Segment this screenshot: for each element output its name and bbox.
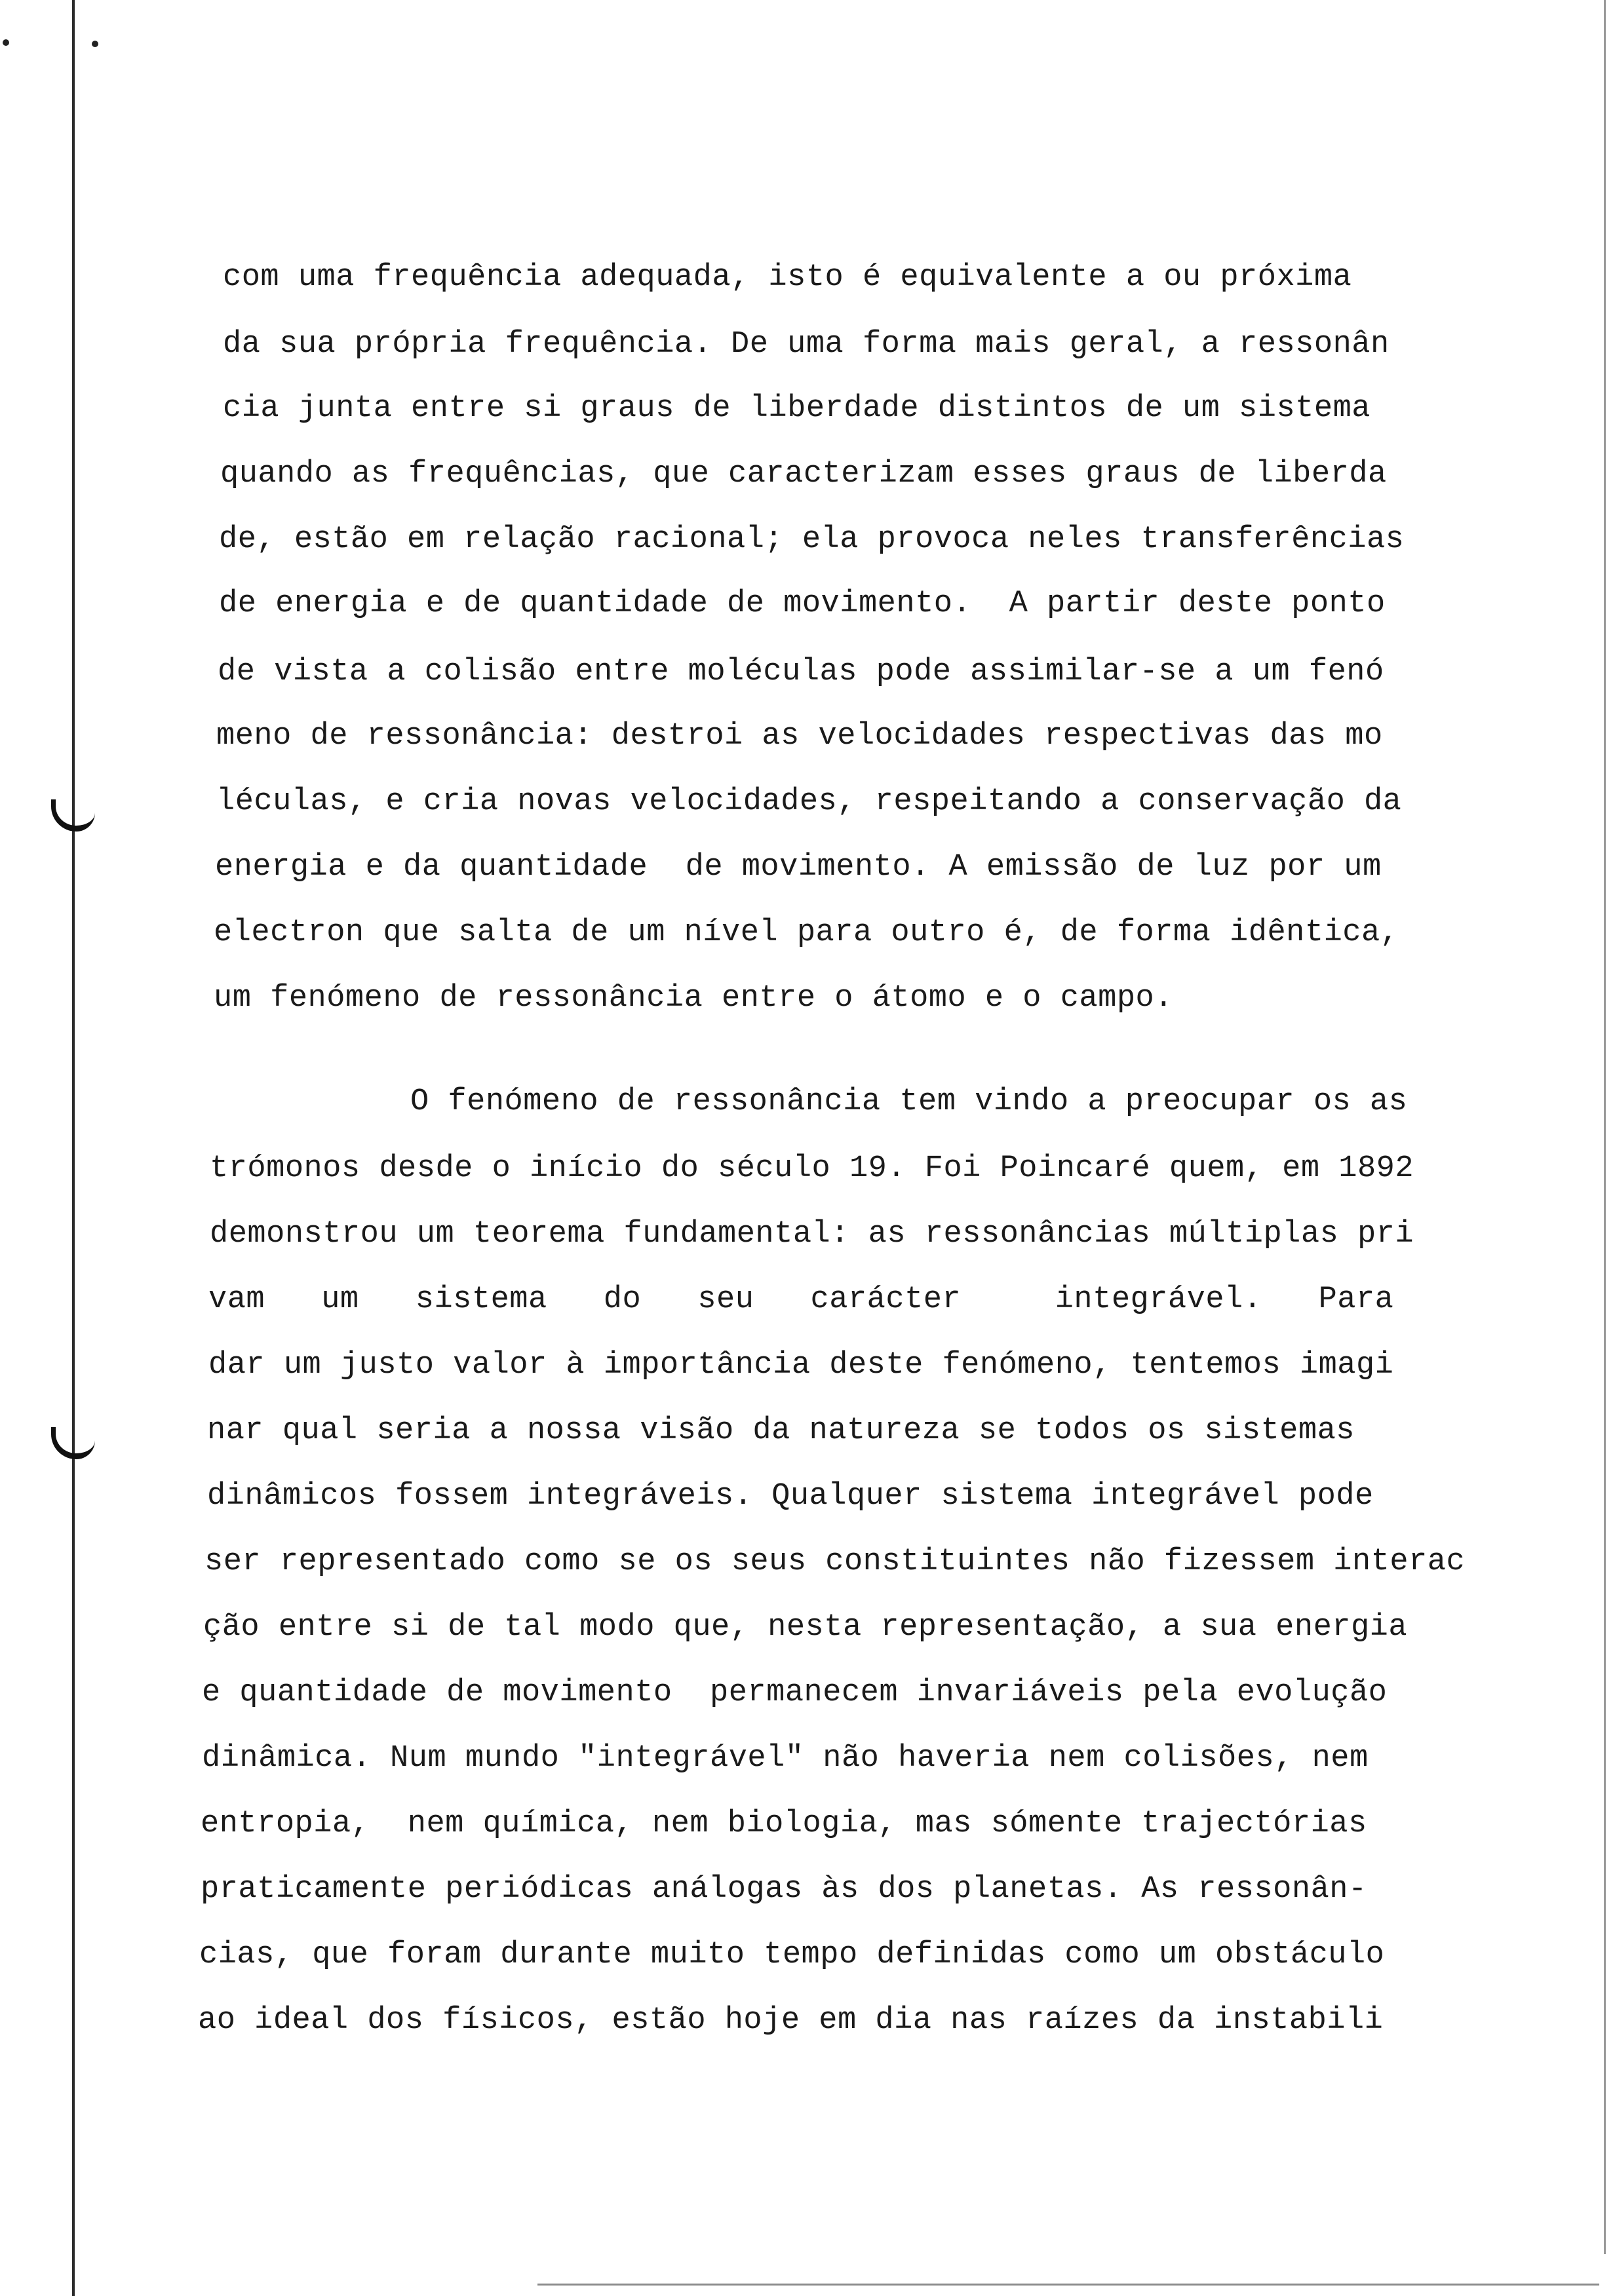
- text-line: nar qual seria a nossa visão da natureza se todos os sistemas: [207, 1413, 1355, 1448]
- text-line: dar um justo valor à importância deste fenómeno, tentemos imagi: [208, 1348, 1394, 1383]
- page-left-edge: [72, 0, 75, 2296]
- text-line: quando as frequências, que caracterizam esses graus de liberda: [220, 457, 1387, 491]
- text-line: meno de ressonância: destroi as velocidades respectivas das mo: [216, 719, 1383, 754]
- text-line: electron que salta de um nível para outro é, de forma idêntica,: [214, 915, 1399, 950]
- page-bottom-edge: [537, 2284, 1599, 2286]
- page-right-edge: [1604, 0, 1606, 2254]
- text-line: ção entre si de tal modo que, nesta representação, a sua energia: [203, 1610, 1408, 1645]
- text-line: léculas, e cria novas velocidades, respeitando a conservação da: [216, 784, 1402, 819]
- text-line: dinâmicos fossem integráveis. Qualquer sistema integrável pode: [207, 1479, 1374, 1514]
- text-line: ser representado como se os seus constituintes não fizessem interac: [204, 1544, 1466, 1579]
- text-line: e quantidade de movimento permanecem invariáveis pela evolução: [202, 1675, 1388, 1710]
- text-line: demonstrou um teorema fundamental: as ressonâncias múltiplas pri: [210, 1217, 1414, 1252]
- text-line: da sua própria frequência. De uma forma mais geral, a ressonân: [223, 327, 1390, 362]
- text-line: cia junta entre si graus de liberdade distintos de um sistema: [223, 391, 1371, 426]
- text-line: energia e da quantidade de movimento. A emissão de luz por um: [215, 850, 1382, 885]
- binding-hole-mark-lower: [51, 1427, 95, 1459]
- text-line: vam um sistema do seu carácter integrável. Para: [208, 1282, 1394, 1317]
- text-line: de, estão em relação racional; ela provoca neles transferências: [219, 522, 1405, 557]
- text-line: com uma frequência adequada, isto é equivalente a ou próxima: [223, 260, 1352, 295]
- text-line: dinâmica. Num mundo "integrável" não haveria nem colisões, nem: [202, 1741, 1369, 1776]
- text-line: trómonos desde o início do século 19. Foi Poincaré quem, em 1892: [210, 1151, 1414, 1186]
- binding-hole-mark-upper: [51, 799, 95, 832]
- text-line: entropia, nem química, nem biologia, mas sómente trajectórias: [201, 1807, 1367, 1841]
- paragraph-start-line: O fenómeno de ressonância tem vindo a preocupar os as: [410, 1084, 1408, 1119]
- margin-dot-left: [3, 39, 9, 46]
- text-line: um fenómeno de ressonância entre o átomo e o campo.: [214, 981, 1173, 1016]
- text-line: ao ideal dos físicos, estão hoje em dia nas raízes da instabili: [198, 2003, 1384, 2038]
- text-line: cias, que foram durante muito tempo definidas como um obstáculo: [199, 1938, 1385, 1972]
- text-line: de energia e de quantidade de movimento. A partir deste ponto: [219, 586, 1386, 621]
- text-line: de vista a colisão entre moléculas pode assimilar-se a um fenó: [218, 655, 1384, 689]
- margin-dot-right: [92, 41, 98, 47]
- text-line: praticamente periódicas análogas às dos planetas. As ressonân-: [201, 1872, 1367, 1907]
